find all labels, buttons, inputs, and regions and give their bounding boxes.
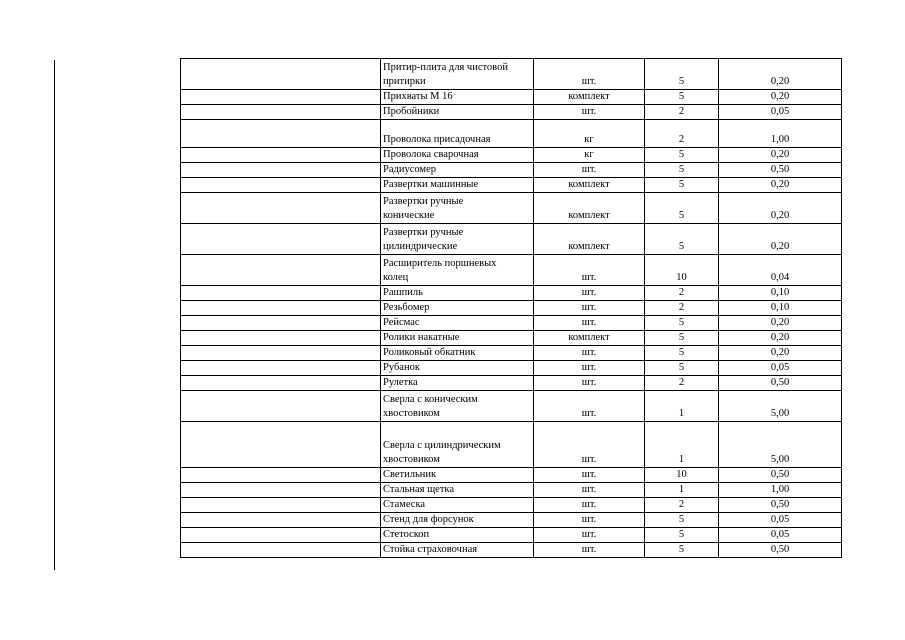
- value-cell: 0,20: [719, 148, 842, 163]
- row-blank-cell: [181, 193, 381, 224]
- table-row: [181, 376, 842, 391]
- row-blank-cell: [181, 105, 381, 120]
- row-blank-cell: [181, 163, 381, 178]
- row-blank-cell: [181, 543, 381, 558]
- item-name-cell: Радиусомер: [381, 163, 534, 178]
- item-name-cell: Пробойники: [381, 105, 534, 120]
- table-row: [181, 193, 842, 224]
- value-cell: 0,20: [719, 178, 842, 193]
- row-blank-cell: [181, 391, 381, 422]
- unit-cell: шт.: [534, 316, 645, 331]
- unit-cell: шт.: [534, 346, 645, 361]
- table-row: [181, 528, 842, 543]
- unit-cell: шт.: [534, 286, 645, 301]
- quantity-cell: 1: [645, 483, 719, 498]
- quantity-cell: 5: [645, 148, 719, 163]
- row-blank-cell: [181, 483, 381, 498]
- table-row: [181, 483, 842, 498]
- item-name-cell: Рашпиль: [381, 286, 534, 301]
- value-cell: 0,20: [719, 331, 842, 346]
- unit-cell: кг: [534, 148, 645, 163]
- row-blank-cell: [181, 331, 381, 346]
- quantity-cell: 5: [645, 316, 719, 331]
- item-name-cell: Стетоскоп: [381, 528, 534, 543]
- table-row: [181, 224, 842, 255]
- unit-cell: шт.: [534, 255, 645, 286]
- value-cell: 0,50: [719, 468, 842, 483]
- quantity-cell: 2: [645, 376, 719, 391]
- row-blank-cell: [181, 498, 381, 513]
- row-blank-cell: [181, 286, 381, 301]
- item-name-cell: Рейсмас: [381, 316, 534, 331]
- item-name-cell: Проволока сварочная: [381, 148, 534, 163]
- table-row: [181, 361, 842, 376]
- item-name-cell: Стойка страховочная: [381, 543, 534, 558]
- quantity-cell: 5: [645, 361, 719, 376]
- row-blank-cell: [181, 148, 381, 163]
- unit-cell: кг: [534, 120, 645, 148]
- quantity-cell: 5: [645, 346, 719, 361]
- row-blank-cell: [181, 468, 381, 483]
- unit-cell: комплект: [534, 331, 645, 346]
- row-blank-cell: [181, 120, 381, 148]
- table-row: [181, 543, 842, 558]
- value-cell: 0,05: [719, 513, 842, 528]
- unit-cell: шт.: [534, 513, 645, 528]
- unit-cell: шт.: [534, 163, 645, 178]
- value-cell: 0,50: [719, 498, 842, 513]
- quantity-cell: 10: [645, 255, 719, 286]
- table-row: [181, 163, 842, 178]
- quantity-cell: 2: [645, 105, 719, 120]
- value-cell: 0,10: [719, 301, 842, 316]
- quantity-cell: 5: [645, 193, 719, 224]
- inventory-table: [180, 58, 842, 558]
- table-row: [181, 316, 842, 331]
- unit-cell: комплект: [534, 178, 645, 193]
- table-row: [181, 391, 842, 422]
- quantity-cell: 5: [645, 513, 719, 528]
- value-cell: 0,05: [719, 361, 842, 376]
- value-cell: 0,20: [719, 59, 842, 90]
- row-blank-cell: [181, 513, 381, 528]
- table-row: [181, 422, 842, 468]
- table-row: [181, 148, 842, 163]
- unit-cell: комплект: [534, 193, 645, 224]
- unit-cell: шт.: [534, 422, 645, 468]
- row-blank-cell: [181, 255, 381, 286]
- value-cell: 0,04: [719, 255, 842, 286]
- row-blank-cell: [181, 361, 381, 376]
- value-cell: 1,00: [719, 120, 842, 148]
- table-row: [181, 120, 842, 148]
- unit-cell: шт.: [534, 468, 645, 483]
- value-cell: 0,20: [719, 346, 842, 361]
- value-cell: 0,50: [719, 163, 842, 178]
- item-name-cell: Стенд для форсунок: [381, 513, 534, 528]
- table-row: [181, 286, 842, 301]
- table-row: [181, 255, 842, 286]
- item-name-cell: Развертки ручные цилиндрические: [381, 224, 534, 255]
- value-cell: 0,50: [719, 376, 842, 391]
- value-cell: 1,00: [719, 483, 842, 498]
- value-cell: 5,00: [719, 391, 842, 422]
- item-name-cell: Светильник: [381, 468, 534, 483]
- unit-cell: комплект: [534, 224, 645, 255]
- unit-cell: шт.: [534, 391, 645, 422]
- row-blank-cell: [181, 528, 381, 543]
- item-name-cell: Развертки машинные: [381, 178, 534, 193]
- value-cell: 0,50: [719, 543, 842, 558]
- row-blank-cell: [181, 301, 381, 316]
- table-row: [181, 105, 842, 120]
- table-row: [181, 498, 842, 513]
- unit-cell: шт.: [534, 528, 645, 543]
- quantity-cell: 5: [645, 163, 719, 178]
- row-blank-cell: [181, 316, 381, 331]
- row-blank-cell: [181, 59, 381, 90]
- row-blank-cell: [181, 376, 381, 391]
- quantity-cell: 5: [645, 331, 719, 346]
- quantity-cell: 2: [645, 301, 719, 316]
- item-name-cell: Притир-плита для чистовой притирки: [381, 59, 534, 90]
- item-name-cell: Проволока присадочная: [381, 120, 534, 148]
- table-row: [181, 178, 842, 193]
- table-row: [181, 513, 842, 528]
- unit-cell: шт.: [534, 483, 645, 498]
- item-name-cell: Рубанок: [381, 361, 534, 376]
- quantity-cell: 5: [645, 178, 719, 193]
- item-name-cell: Стамеска: [381, 498, 534, 513]
- item-name-cell: Рулетка: [381, 376, 534, 391]
- unit-cell: шт.: [534, 361, 645, 376]
- table-row: [181, 468, 842, 483]
- quantity-cell: 2: [645, 498, 719, 513]
- row-blank-cell: [181, 346, 381, 361]
- item-name-cell: Сверла с коническим хвостовиком: [381, 391, 534, 422]
- unit-cell: шт.: [534, 498, 645, 513]
- unit-cell: шт.: [534, 105, 645, 120]
- item-name-cell: Стальная щетка: [381, 483, 534, 498]
- value-cell: 0,20: [719, 316, 842, 331]
- item-name-cell: Роликовый обкатник: [381, 346, 534, 361]
- row-blank-cell: [181, 178, 381, 193]
- quantity-cell: 5: [645, 224, 719, 255]
- unit-cell: шт.: [534, 301, 645, 316]
- quantity-cell: 5: [645, 543, 719, 558]
- value-cell: 0,10: [719, 286, 842, 301]
- inventory-table-body: [181, 59, 842, 558]
- item-name-cell: Резьбомер: [381, 301, 534, 316]
- table-row: [181, 346, 842, 361]
- unit-cell: комплект: [534, 90, 645, 105]
- table-row: [181, 90, 842, 105]
- item-name-cell: Ролики накатные: [381, 331, 534, 346]
- unit-cell: шт.: [534, 59, 645, 90]
- value-cell: 0,20: [719, 193, 842, 224]
- row-blank-cell: [181, 224, 381, 255]
- quantity-cell: 5: [645, 59, 719, 90]
- item-name-cell: Расширитель поршневых колец: [381, 255, 534, 286]
- quantity-cell: 2: [645, 286, 719, 301]
- unit-cell: шт.: [534, 543, 645, 558]
- item-name-cell: Прихваты М 16: [381, 90, 534, 105]
- quantity-cell: 1: [645, 391, 719, 422]
- quantity-cell: 5: [645, 528, 719, 543]
- value-cell: 0,05: [719, 105, 842, 120]
- page-margin-line: [54, 60, 55, 570]
- table-row: [181, 331, 842, 346]
- item-name-cell: Развертки ручные конические: [381, 193, 534, 224]
- row-blank-cell: [181, 422, 381, 468]
- quantity-cell: 2: [645, 120, 719, 148]
- item-name-cell: Сверла с цилиндрическим хвостовиком: [381, 422, 534, 468]
- value-cell: 0,20: [719, 224, 842, 255]
- table-row: [181, 59, 842, 90]
- row-blank-cell: [181, 90, 381, 105]
- value-cell: 0,05: [719, 528, 842, 543]
- unit-cell: шт.: [534, 376, 645, 391]
- table-row: [181, 301, 842, 316]
- value-cell: 0,20: [719, 90, 842, 105]
- quantity-cell: 1: [645, 422, 719, 468]
- value-cell: 5,00: [719, 422, 842, 468]
- quantity-cell: 5: [645, 90, 719, 105]
- quantity-cell: 10: [645, 468, 719, 483]
